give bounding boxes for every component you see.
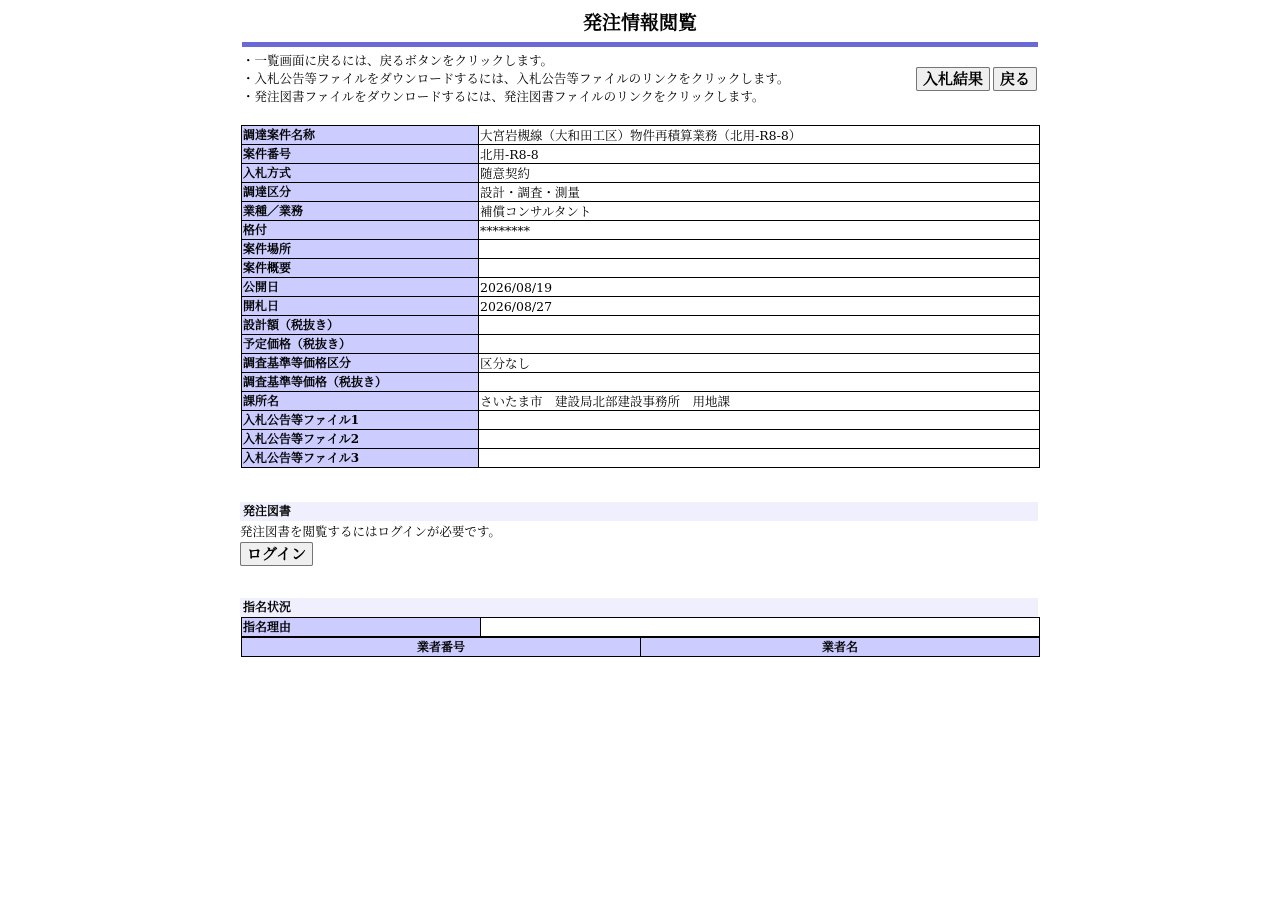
table-row (242, 183, 1040, 202)
table-row (242, 126, 1040, 145)
nomination-reason-value (481, 618, 1040, 637)
table-row (242, 259, 1040, 278)
field-value: 大宮岩槻線（大和田工区）物件再積算業務（北用-R8-8） (479, 126, 1040, 145)
field-label: 入札方式 (242, 164, 479, 183)
column-header-contractor-name: 業者名 (641, 638, 1040, 657)
field-label: 公開日 (242, 278, 479, 297)
table-row (242, 316, 1040, 335)
table-row (242, 411, 1040, 430)
table-row (242, 240, 1040, 259)
field-value (479, 259, 1040, 278)
table-row (242, 354, 1040, 373)
field-value (479, 430, 1040, 449)
table-row (242, 618, 1040, 637)
field-value (479, 411, 1040, 430)
field-value (479, 373, 1040, 392)
field-label: 業種／業務 (242, 202, 479, 221)
table-row (242, 297, 1040, 316)
table-row (242, 449, 1040, 468)
instruction-item: ・発注図書ファイルをダウンロードするには、発注図書ファイルのリンクをクリックします。 (242, 89, 765, 104)
field-value (479, 240, 1040, 259)
nomination-heading: 指名状況 (240, 598, 1038, 617)
field-label: 案件場所 (242, 240, 479, 259)
field-label: 開札日 (242, 297, 479, 316)
instruction-item: ・入札公告等ファイルをダウンロードするには、入札公告等ファイルのリンクをクリックします。 (242, 71, 790, 86)
field-value: 2026/08/27 (479, 297, 1040, 316)
field-label: 入札公告等ファイル2 (242, 430, 479, 449)
field-value (479, 316, 1040, 335)
top-button-group (916, 67, 1037, 91)
back-button[interactable]: 戻る (993, 67, 1037, 91)
field-label: 調達区分 (242, 183, 479, 202)
field-value: 北用-R8-8 (479, 145, 1040, 164)
field-label: 案件番号 (242, 145, 479, 164)
field-label: 調査基準等価格区分 (242, 354, 479, 373)
field-value: 区分なし (479, 354, 1040, 373)
field-label: 予定価格（税抜き） (242, 335, 479, 354)
table-row (242, 335, 1040, 354)
order-docs-heading: 発注図書 (240, 502, 1038, 521)
column-header-contractor-number: 業者番号 (242, 638, 641, 657)
table-header-row (242, 638, 1040, 657)
table-row (242, 392, 1040, 411)
field-label: 設計額（税抜き） (242, 316, 479, 335)
field-value: さいたま市 建設局北部建設事務所 用地課 (479, 392, 1040, 411)
field-value: 設計・調査・測量 (479, 183, 1040, 202)
login-notice: 発注図書を閲覧するにはログインが必要です。 (240, 524, 501, 539)
bid-result-button[interactable]: 入札結果 (916, 67, 990, 91)
contractor-table (241, 637, 1040, 657)
field-value: 2026/08/19 (479, 278, 1040, 297)
instructions-area (242, 47, 1040, 125)
nomination-reason-table (241, 617, 1040, 637)
table-row (242, 202, 1040, 221)
field-value (479, 449, 1040, 468)
field-label: 調査基準等価格（税抜き） (242, 373, 479, 392)
field-value (479, 335, 1040, 354)
field-label: 案件概要 (242, 259, 479, 278)
table-row (242, 145, 1040, 164)
instruction-item: ・一覧画面に戻るには、戻るボタンをクリックします。 (242, 53, 554, 68)
table-row (242, 164, 1040, 183)
login-button[interactable]: ログイン (240, 542, 313, 566)
field-label: 入札公告等ファイル1 (242, 411, 479, 430)
field-label: 課所名 (242, 392, 479, 411)
nomination-reason-label: 指名理由 (242, 618, 481, 637)
field-label: 入札公告等ファイル3 (242, 449, 479, 468)
field-label: 調達案件名称 (242, 126, 479, 145)
field-value: ******** (479, 221, 1040, 240)
field-value: 補償コンサルタント (479, 202, 1040, 221)
table-row (242, 430, 1040, 449)
table-row (242, 278, 1040, 297)
page-title: 発注情報閲覧 (582, 12, 697, 34)
table-row (242, 221, 1040, 240)
page-container (240, 0, 1040, 657)
field-value: 随意契約 (479, 164, 1040, 183)
case-info-table (241, 125, 1040, 468)
field-label: 格付 (242, 221, 479, 240)
table-row (242, 373, 1040, 392)
